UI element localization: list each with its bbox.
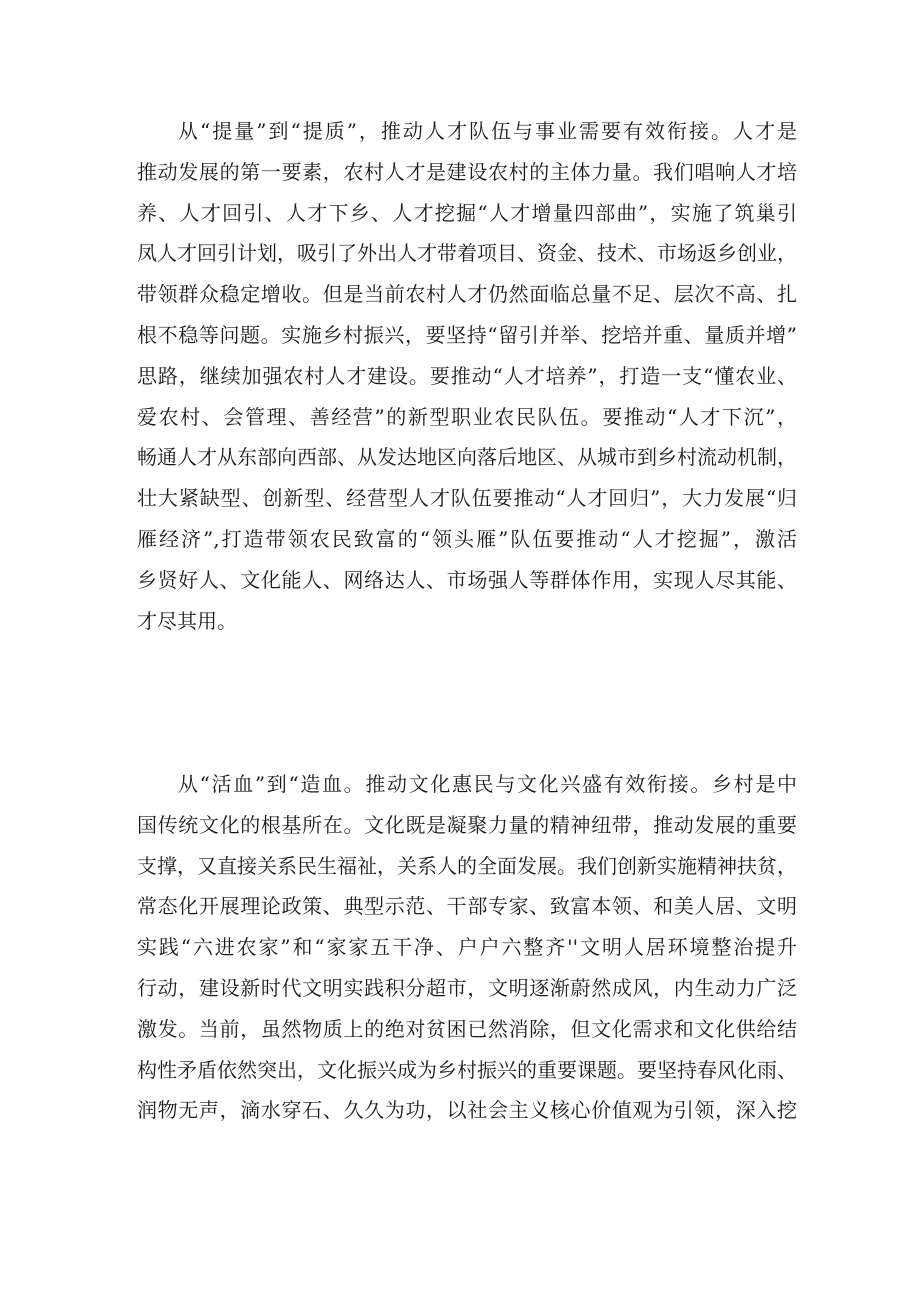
text-line: 养、人才回引、人才下乡、人才挖掘“人才增量四部曲”，实施了筑巢引: [137, 200, 797, 225]
text-line: 润物无声，滴水穿石、久久为功，以社会主义核心价值观为引领，深入挖: [137, 1098, 797, 1123]
text-line: 乡贤好人、文化能人、网络达人、市场强人等群体作用，实现人尽其能、: [137, 567, 797, 592]
text-line: 常态化开展理论政策、典型示范、干部专家、致富本领、和美人居、文明: [137, 894, 797, 919]
text-line: 实践“六进农家”和“家家五干净、户户六整齐''文明人居环境整治提升: [137, 935, 797, 960]
text-line: 激发。当前，虽然物质上的绝对贫困已然消除，但文化需求和文化供给结: [137, 1016, 797, 1041]
text-line: 推动发展的第一要素，农村人才是建设农村的主体力量。我们唱响人才培: [137, 159, 797, 184]
text-line: 才尽其用。: [137, 608, 237, 633]
text-line: 思路，继续加强农村人才建设。要推动“人才培养”，打造一支“懂农业、: [137, 363, 797, 388]
text-line: 雁经济”,打造带领农民致富的“领头雁”队伍要推动“人才挖掘”，激活: [137, 526, 797, 551]
text-line: 根不稳等问题。实施乡村振兴，要坚持“留引并举、挖培并重、量质并增”: [137, 322, 797, 347]
text-line: 构性矛盾依然突出，文化振兴成为乡村振兴的重要课题。要坚持春风化雨、: [137, 1057, 797, 1082]
text-line: 行动，建设新时代文明实践积分超市，文明逐渐蔚然成风，内生动力广泛: [137, 975, 797, 1000]
paragraph-culture: [137, 764, 797, 1131]
text-line: 带领群众稳定增收。但是当前农村人才仍然面临总量不足、层次不高、扎: [137, 282, 797, 307]
text-line: 壮大紧缺型、创新型、经营型人才队伍要推动“人才回归”，大力发展“归: [137, 486, 797, 511]
text-line: 国传统文化的根基所在。文化既是凝聚力量的精神纽带，推动发展的重要: [137, 812, 797, 837]
text-line: 凤人才回引计划，吸引了外出人才带着项目、资金、技术、市场返乡创业，: [137, 241, 797, 266]
text-line: 爱农村、会管理、善经营”的新型职业农民队伍。要推动“人才下沉”，: [137, 404, 797, 429]
text-line: 畅通人才从东部向西部、从发达地区向落后地区、从城市到乡村流动机制，: [137, 445, 797, 470]
text-line: 从“活血”到“造血。推动文化惠民与文化兴盛有效衔接。乡村是中: [178, 772, 797, 796]
paragraph-talent: [137, 111, 797, 641]
text-line: 从“提量”到“提质”，推动人才队伍与事业需要有效衔接。人才是: [178, 119, 797, 143]
text-line: 支撑，又直接关系民生福祉，关系人的全面发展。我们创新实施精神扶贫，: [137, 853, 797, 878]
